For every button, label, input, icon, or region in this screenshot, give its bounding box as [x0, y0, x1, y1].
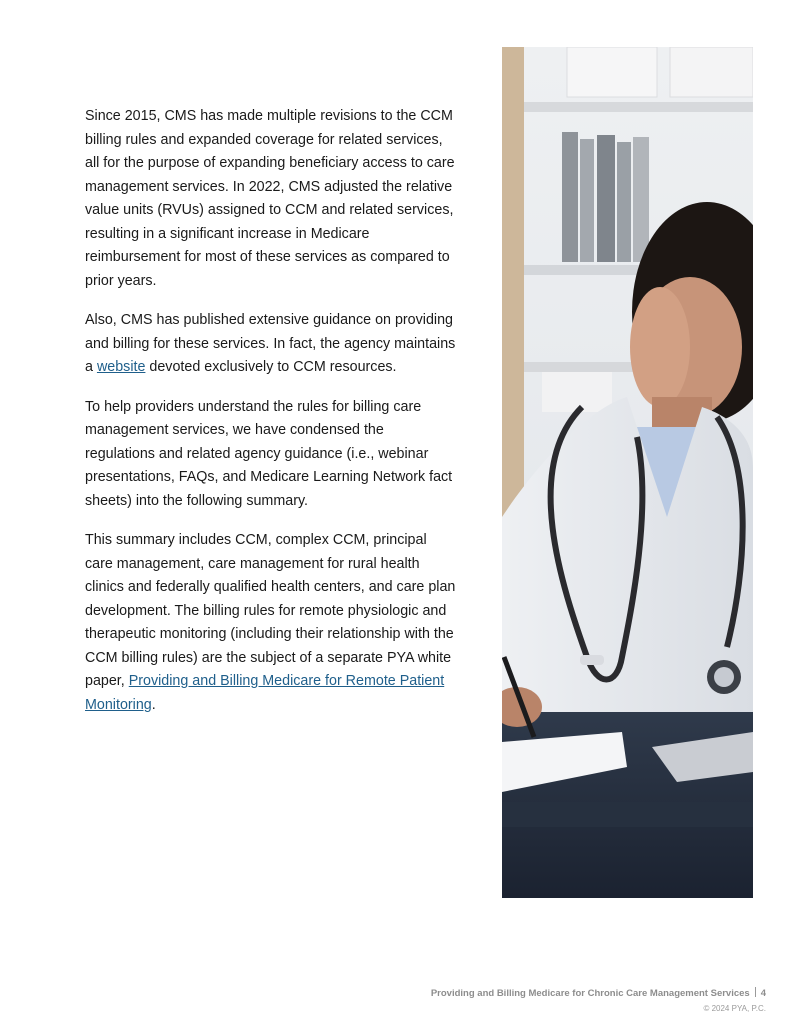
- footer-separator: [755, 987, 756, 997]
- paragraph-1: Since 2015, CMS has made multiple revisions to the CCM billing rules and expanded coverage for related services, all for the purpose of expanding beneficiary access to care management services. In 2022, CMS adjusted the relative value units (RVUs) assigned to CCM and related services, resulting in a significant increase in Medicare reimbursement for most of these services as compared to prior years.: [85, 108, 455, 289]
- paragraph-2-text-end: devoted exclusively to CCM resources.: [145, 359, 397, 375]
- page-number: 4: [760, 988, 766, 999]
- doctor-photo: [502, 47, 753, 898]
- paragraph-2-text: Also, CMS has published extensive guidance on providing and billing for these services. In fact, the agency maintains a: [85, 312, 456, 375]
- paragraph-3: To help providers understand the rules for billing care management services, we have condensed the regulations and related agency guidance (i.e., webinar presentations, FAQs, and Medicare Learning Network fact sheets) into the following summary.: [85, 398, 453, 509]
- page-footer: [431, 987, 766, 1013]
- paragraph-4-text: This summary includes CCM, complex CCM, principal care management, care management for rural health clinics and federally qualified health centers, and care plan development. The billing rules for remote physiologic and therapeutic monitoring (including their relationship with the CCM billing rules) are the subject of a separate PYA white paper,: [85, 532, 456, 689]
- website-link[interactable]: website: [96, 359, 146, 375]
- rpm-white-paper-link[interactable]: Providing and Billing Medicare for Remote Patient Monitoring: [85, 673, 445, 713]
- paragraph-4: [85, 529, 457, 717]
- paragraph-2: [85, 309, 457, 380]
- footer-copyright: © 2024 PYA, P.C.: [703, 1004, 766, 1013]
- body-text: [85, 105, 457, 733]
- footer-doc-title: Providing and Billing Medicare for Chronic Care Management Services: [430, 988, 750, 999]
- footer-title-row: [431, 987, 766, 999]
- paragraph-4-text-end: .: [151, 696, 156, 713]
